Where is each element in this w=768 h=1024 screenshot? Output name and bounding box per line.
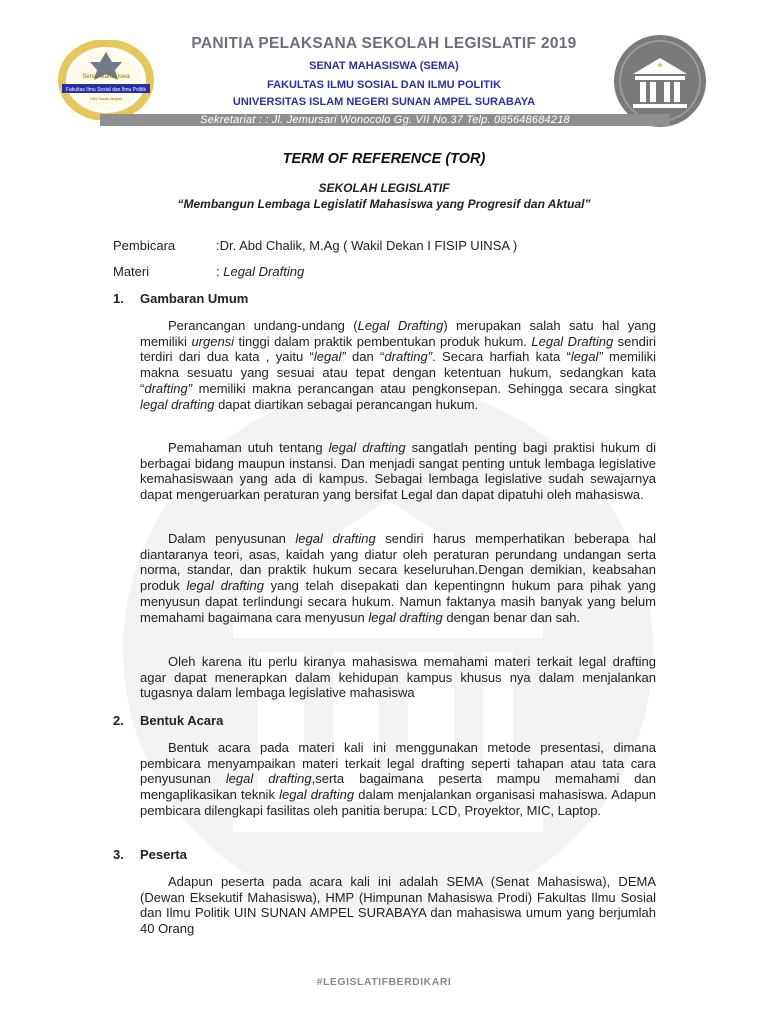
- paragraph: [140, 440, 656, 503]
- italic-term: legal”: [313, 349, 346, 365]
- text-run: Oleh karena itu perlu kiranya mahasiswa memahami materi terkait legal drafting agar dapat menerapkan dalam kehidupan kampus khusus nya dalam menjalankan tugasnya dalam lembaga legislative mahasiswa: [140, 654, 656, 701]
- italic-term: legal drafting: [225, 771, 312, 787]
- text-run: yang telah disepakati dan kepentingnn hukum para pihak yang menyusun dapat terlindungi secara hukum. Namun faktanya masih banyak yang belum memahami bagaimana cara menyusun: [140, 578, 656, 625]
- section-title: Bentuk Acara: [140, 713, 224, 728]
- topic-row: [113, 264, 304, 279]
- italic-term: drafting”: [144, 380, 193, 396]
- italic-term: legal drafting: [368, 609, 443, 625]
- document-title: TERM OF REFERENCE (TOR): [282, 151, 486, 167]
- italic-term: Legal Drafting: [531, 333, 614, 349]
- text-run: dapat diartikan sebagai perancangan hukum.: [214, 396, 479, 412]
- text-run: . Secara harfiah kata “: [432, 349, 571, 365]
- topic-label: Materi: [113, 264, 150, 279]
- text-run: memiliki makna perancangan atau pengkonsepan. Sehingga secara singkat: [192, 380, 656, 396]
- svg-text:Senat Mahasiswa: Senat Mahasiswa: [82, 74, 130, 80]
- text-run: Pemahaman utuh tentang: [168, 440, 329, 455]
- speaker-label: Pembicara: [113, 238, 176, 253]
- italic-term: drafting”: [384, 349, 433, 365]
- paragraph: [140, 654, 656, 701]
- section-heading: [113, 713, 223, 728]
- speaker-row: [113, 238, 517, 253]
- text-run: sangatlah penting bagi praktisi hukum di berbagai bidang maupun instansi. Dan menjadi sangat penting untuk lembaga legislative kemahasiswaan yang ada di kampus. Sebagai lembaga legislative sudah sewajarnya dapat mengeruarkan peraturan yang bersifat Legal dan dapat dipatuhi oleh mahasiswa.: [140, 440, 656, 503]
- text-run: Adapun peserta pada acara kali ini adalah SEMA (Senat Mahasiswa), DEMA (Dewan Eksekutif Mahasiswa), HMP (Himpunan Mahasiswa Prodi) Fakultas Ilmu Sosial dan Ilmu Politik UIN SUNAN AMPEL SURABAYA dan mahasiswa umum yang berjumlah 40 Orang: [140, 874, 656, 937]
- section-number: 2.: [113, 713, 124, 728]
- secretariat-address-bar: Sekretariat : : Jl. Jemursari Wonocolo Gg. VII No.37 Telp. 085648684218: [100, 114, 670, 126]
- topic-prefix: :: [216, 264, 224, 279]
- paragraph: [140, 531, 656, 625]
- committee-title: PANITIA PELAKSANA SEKOLAH LEGISLATIF 2019: [191, 35, 577, 52]
- italic-term: legal drafting: [140, 396, 215, 412]
- section-heading: [113, 291, 248, 306]
- speaker-value: :Dr. Abd Chalik, M.Ag ( Wakil Dekan I FISIP UINSA ): [216, 238, 518, 253]
- text-run: tinggi dalam praktik pembentukan produk hukum.: [234, 333, 532, 349]
- text-run: Perancangan undang-undang (: [168, 318, 358, 333]
- italic-term: legal”: [570, 349, 603, 365]
- italic-term: urgensi: [191, 333, 235, 349]
- italic-term: legal drafting: [328, 440, 406, 455]
- text-run: sendiri terdiri dari dua kata , yaitu “: [140, 333, 656, 365]
- header-line-sema: SENAT MAHASISWA (SEMA): [309, 60, 459, 72]
- document-theme: “Membangun Lembaga Legislatif Mahasiswa yang Progresif dan Aktual”: [177, 197, 591, 211]
- section-number: 1.: [113, 291, 124, 306]
- document-subtitle: SEKOLAH LEGISLATIF: [318, 181, 450, 195]
- text-run: dan “: [345, 349, 385, 365]
- section-number: 3.: [113, 847, 124, 862]
- text-run: Dalam penyusunan: [168, 531, 296, 546]
- section-title: Peserta: [140, 847, 187, 862]
- section-title: Gambaran Umum: [140, 291, 249, 306]
- text-run: sendiri harus memperhatikan beberapa hal diantaranya teori, asas, kaidah yang diatur oleh peraturan perundang undangan serta norma, standar, dan praktik hukum secara keseluruhan.Dengan demikian, keabsahan produk: [140, 531, 656, 594]
- text-run: ,serta bagaimana peserta mampu memahami dan mengaplikasikan teknik: [140, 771, 656, 803]
- italic-term: legal drafting: [279, 787, 355, 803]
- section-heading: [113, 847, 187, 862]
- topic-value: Legal Drafting: [223, 264, 305, 279]
- italic-term: legal drafting: [295, 531, 376, 546]
- italic-term: Legal Drafting: [357, 318, 444, 333]
- header-line-faculty: FAKULTAS ILMU SOSIAL DAN ILMU POLITIK: [266, 79, 502, 91]
- italic-term: legal drafting: [186, 578, 264, 594]
- footer-hashtag: #LEGISLATIFBERDIKARI: [316, 976, 452, 988]
- header-line-university: UNIVERSITAS ISLAM NEGERI SUNAN AMPEL SURABAYA: [232, 96, 536, 108]
- paragraph: [140, 740, 656, 819]
- paragraph: [140, 318, 656, 412]
- text-run: dalam menjalankan organisasi mahasiswa. Adapun pembicara dilengkapi fasilitas oleh panitia berupa: LCD, Proyektor, MIC, Laptop.: [140, 787, 656, 818]
- paragraph: [140, 874, 656, 937]
- text-run: ) merupakan salah satu hal yang memiliki: [140, 318, 656, 349]
- text-run: dengan benar dan sah.: [442, 609, 581, 625]
- text-run: memiliki makna sesuatu yang sesuai atau tepat dengan ketentuan hukum, sedangkan kata “: [140, 349, 656, 396]
- svg-text:Fakultas Ilmu Sosial dan Ilmu: Fakultas Ilmu Sosial dan Ilmu Politik: [65, 87, 147, 93]
- svg-text:UIN Sunan Ampel: UIN Sunan Ampel: [90, 96, 122, 101]
- text-run: Bentuk acara pada materi kali ini menggunakan metode presentasi, dimana pembicara menyampaikan materi terkait legal drafting seperti tahapan atau tata cara penyusunan: [140, 740, 656, 787]
